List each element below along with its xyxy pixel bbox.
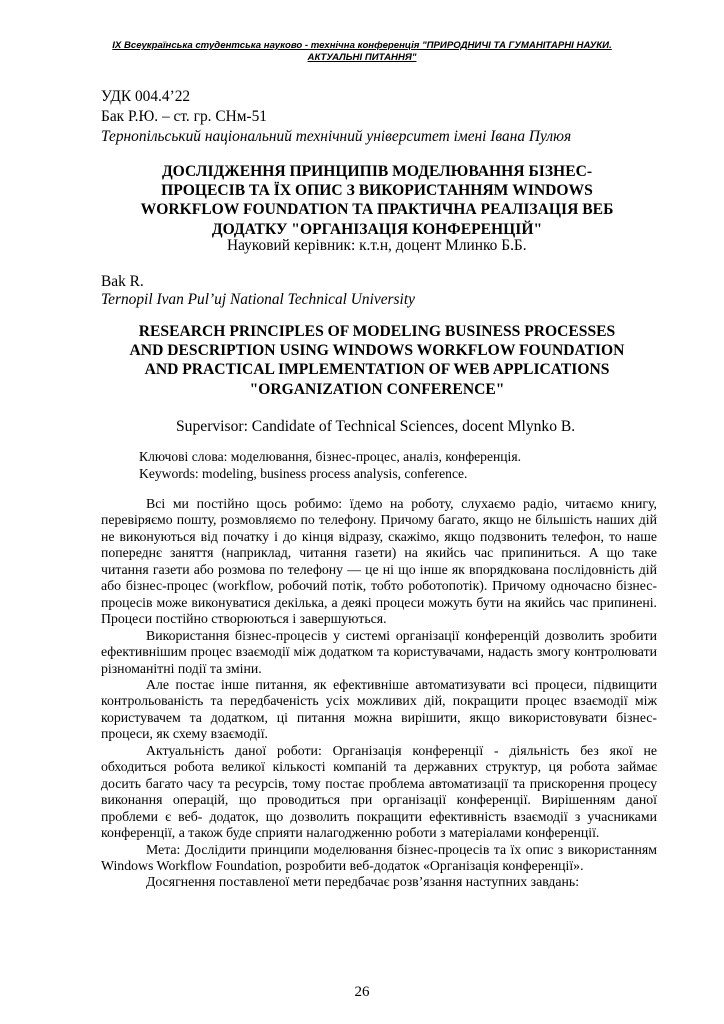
title-ua-line: ПРОЦЕСІВ ТА ЇХ ОПИС З ВИКОРИСТАННЯМ WINDOWS [161, 182, 593, 200]
conference-header [100, 40, 624, 64]
author-en: Bak R. [101, 273, 144, 290]
paragraph: Мета: Дослідити принципи моделювання бізнес-процесів та їх опис з використанням Windows Workflow Foundation, розробити веб-додаток «Організація конференції». [101, 841, 657, 873]
title-ua-line: WORKFLOW FOUNDATION ТА ПРАКТИЧНА РЕАЛІЗАЦІЯ ВЕБ [140, 201, 614, 219]
title-en-line: AND PRACTICAL IMPLEMENTATION OF WEB APPLICATIONS [144, 361, 610, 379]
conference-header-line-2: АКТУАЛЬНІ ПИТАННЯ" [307, 52, 417, 63]
body-text [101, 496, 657, 891]
paragraph: Всі ми постійно щось робимо: їдемо на роботу, слухаємо радіо, читаємо книгу, перевіряємо пошту, розмовляємо по телефону. Причому багато, якщо не більшість наших дій не виконуються від початку і до кінця відразу, скажімо, якщо подзвонить телефон, то наше попереднє заняття (наприклад, читання газети) на якийсь час припиниться. А що таке читання газети або розмова по телефону — це ні що інше як впорядкована послідовність дій або бізнес-процес (workflow, робочий потік, тобто роботопотік). Причому одночасно бізнес-процесів може виконуватися декілька, а деякі процеси можуть бути на якийсь час припинені. Процеси постійно створюються і завершуються. [101, 496, 657, 627]
supervisor-ua: Науковий керівник: к.т.н, доцент Млинко Б.Б. [227, 237, 527, 254]
title-ua [104, 162, 650, 239]
paragraph: Але постає інше питання, як ефективніше автоматизувати всі процеси, підвищити контрольованість та передбаченість усіх можливих дій, покращити процес взаємодії між користувачем та додатком, ці питання можна вирішити, якщо використовувати бізнес-процеси, як схему взаємодії. [101, 676, 657, 742]
title-ua-line: ДОДАТКУ "ОРГАНІЗАЦІЯ КОНФЕРЕНЦІЙ" [211, 220, 543, 238]
conference-header-line-1: IX Всеукраїнська студентська науково - технічна конференція "ПРИРОДНИЧІ ТА ГУМАНІТАРНІ НАУКИ. [112, 40, 612, 51]
page-number: 26 [354, 984, 370, 1000]
keywords-en: Keywords: modeling, business process analysis, conference. [139, 466, 468, 481]
title-en-line: RESEARCH PRINCIPLES OF MODELING BUSINESS PROCESSES [138, 323, 616, 340]
university-en: Ternopil Ivan Pul’uj National Technical University [101, 291, 415, 308]
paragraph: Актуальність даної роботи: Організація конференції - діяльність без якої не обходиться робота великої кількості компаній та державних структур, ця робота займає досить багато часу та ресурсів, тому постає проблема автоматизації та прискорення процесу виконання операцій, що проводиться при організації конференції. Вирішенням даної проблеми є веб- додаток, що дозволить покращити ефективність взаємодії з учасниками конференції, а також буде сприяти налагодженню роботи з матеріалами конференції. [101, 742, 657, 841]
author-ua: Бак Р.Ю. – ст. гр. СНм-51 [101, 108, 267, 125]
title-en [104, 322, 650, 399]
paragraph: Використання бізнес-процесів у системі організації конференцій дозволить зробити ефективнішим процес взаємодії між додатком та користувачами, надасть змогу контролювати різноманітні події та зміни. [101, 627, 657, 676]
title-ua-line: ДОСЛІДЖЕННЯ ПРИНЦИПІВ МОДЕЛЮВАННЯ БІЗНЕС- [161, 163, 593, 180]
supervisor-en: Supervisor: Candidate of Technical Sciences, docent Mlynko B. [176, 418, 576, 435]
udk-code: УДК 004.4’22 [101, 88, 191, 105]
title-en-line: AND DESCRIPTION USING WINDOWS WORKFLOW FOUNDATION [129, 342, 625, 360]
title-en-line: "ORGANIZATION CONFERENCE" [249, 380, 505, 398]
keywords-ua: Ключові слова: моделювання, бізнес-процес, аналіз, конференція. [139, 449, 521, 464]
paragraph: Досягнення поставленої мети передбачає розв’язання наступних завдань: [146, 874, 580, 890]
university-ua: Тернопільський національний технічний університет імені Івана Пулюя [101, 128, 572, 145]
